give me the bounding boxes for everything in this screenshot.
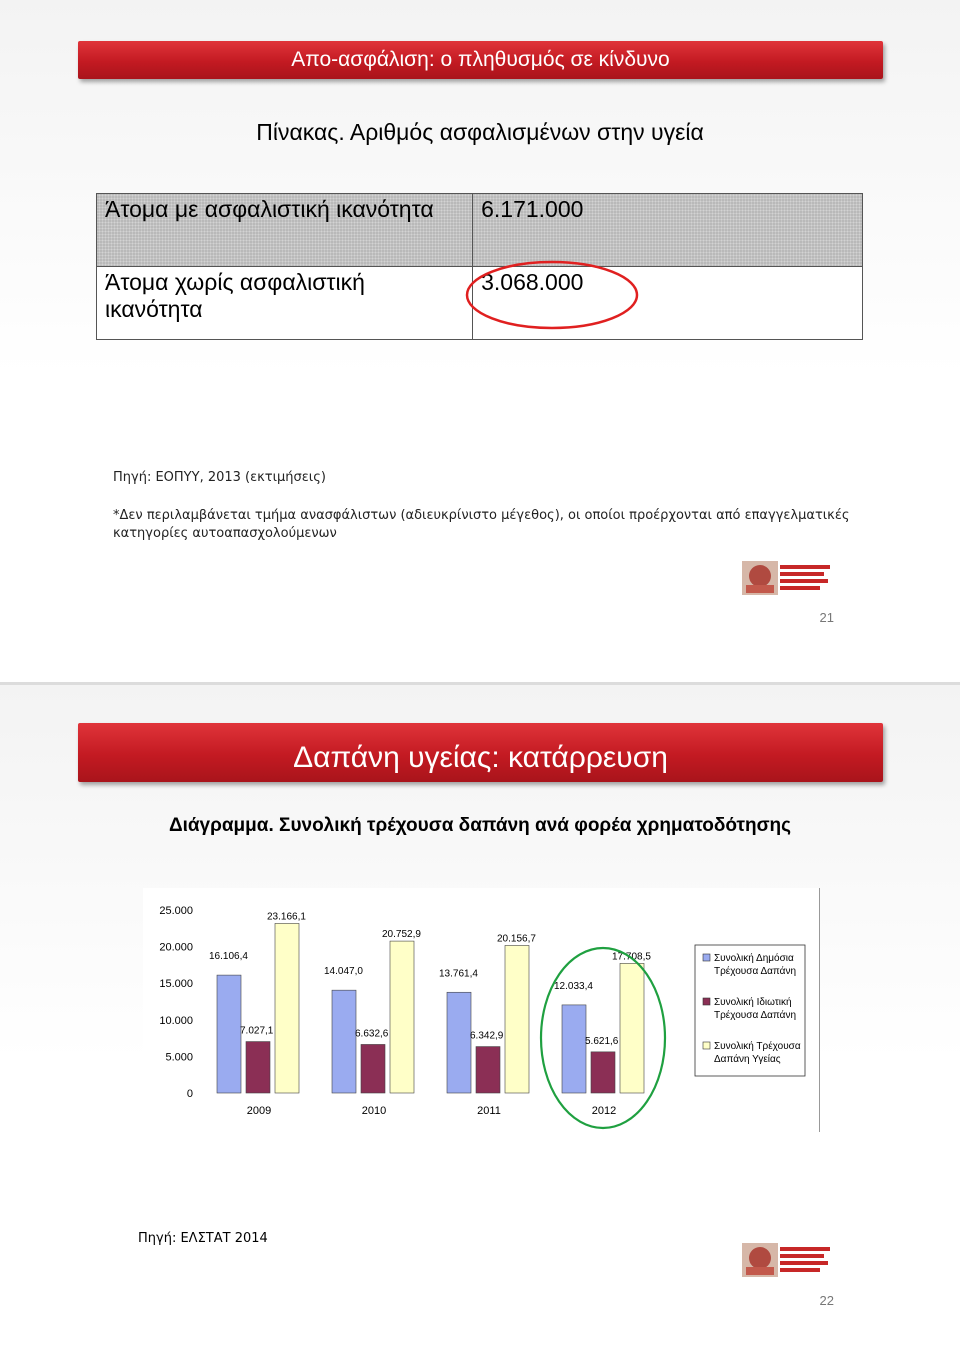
page-number: 22 (819, 1293, 834, 1308)
x-tick-label: 2009 (246, 1105, 272, 1117)
x-tick-label: 2012 (591, 1105, 617, 1117)
footnote: *Δεν περιλαμβάνεται τμήμα ανασφάλιστων (αδιευκρίνιστο μέγεθος), οι οποίοι προέρχονται από επαγγελματικές κατηγορίες αυτοαπασχολούμενων (113, 508, 850, 541)
legend-label: Συνολική Ιδιωτική (714, 997, 792, 1008)
row-value (473, 267, 863, 340)
y-tick-label: 0 (186, 1088, 193, 1100)
legend-label: Δαπάνη Υγείας (714, 1054, 781, 1065)
y-tick-label: 25.000 (159, 905, 193, 917)
data-label: 23.166,1 (267, 911, 306, 923)
y-tick-label: 5.000 (165, 1051, 193, 1064)
bar-total (620, 963, 644, 1093)
bar-public (332, 990, 356, 1093)
table-row (97, 267, 863, 340)
chart-frame (143, 888, 820, 1132)
table-row (97, 194, 863, 267)
bar-public (447, 992, 471, 1093)
data-label: 6.632,6 (355, 1028, 389, 1040)
uninsured-value: 3.068.000 (481, 269, 584, 295)
legend-swatch (703, 954, 710, 961)
bar-private (361, 1044, 385, 1093)
bar-private (591, 1052, 615, 1093)
legend-label: Συνολική Τρέχουσα (714, 1041, 801, 1052)
legend-swatch (703, 998, 710, 1005)
expenditure-bar-chart (143, 888, 819, 1132)
data-label: 20.156,7 (497, 933, 536, 945)
chart-source: Πηγή: ΕΛΣΤΑΤ 2014 (138, 1231, 268, 1246)
school-logo (742, 559, 832, 597)
bar-total (505, 945, 529, 1093)
x-tick-label: 2010 (361, 1105, 387, 1117)
source-note: Πηγή: ΕΟΠΥΥ, 2013 (εκτιμήσεις) (113, 470, 326, 485)
bar-private (246, 1042, 270, 1093)
bar-private (476, 1047, 500, 1093)
bar-public (562, 1005, 586, 1093)
bar-total (390, 941, 414, 1093)
y-tick-label: 10.000 (159, 1014, 193, 1027)
bar-total (275, 923, 299, 1093)
table-title: Πίνακας. Αριθμός ασφαλισμένων στην υγεία (256, 119, 704, 145)
data-label: 20.752,9 (382, 929, 421, 941)
slide-title-banner: Δαπάνη υγείας: κατάρρευση (78, 723, 883, 782)
insured-table (96, 193, 863, 340)
data-label: 13.761,4 (439, 968, 478, 980)
red-highlight-ellipse (467, 261, 647, 333)
school-logo (742, 1241, 832, 1279)
legend-label: Συνολική Δημόσια (714, 953, 794, 964)
slide-22 (0, 685, 960, 1367)
legend-swatch (703, 1042, 710, 1049)
data-label: 14.047,0 (324, 966, 363, 978)
x-tick-label: 2011 (477, 1105, 501, 1117)
bar-public (217, 975, 241, 1093)
data-label: 17.708,5 (612, 951, 651, 963)
row-label: Άτομα με ασφαλιστική ικανότητα (97, 194, 473, 267)
legend-label: Τρέχουσα Δαπάνη (714, 966, 797, 977)
row-value: 6.171.000 (473, 194, 863, 267)
y-tick-label: 20.000 (159, 941, 193, 954)
y-tick-label: 15.000 (159, 978, 193, 991)
row-label: Άτομα χωρίς ασφαλιστική ικανότητα (97, 267, 473, 340)
data-label: 7.027,1 (240, 1025, 274, 1037)
legend-label: Τρέχουσα Δαπάνη (714, 1010, 797, 1021)
data-label: 5.621,6 (585, 1035, 619, 1047)
chart-caption: Διάγραμμα. Συνολική τρέχουσα δαπάνη ανά φορέα χρηματοδότησης (168, 815, 792, 836)
data-label: 12.033,4 (554, 980, 593, 992)
data-label: 16.106,4 (209, 951, 248, 963)
slide-21 (0, 0, 960, 682)
data-label: 6.342,9 (470, 1030, 504, 1042)
page-number: 21 (819, 610, 834, 625)
slide-title-banner: Απο-ασφάλιση: ο πληθυσμός σε κίνδυνο (78, 41, 883, 79)
